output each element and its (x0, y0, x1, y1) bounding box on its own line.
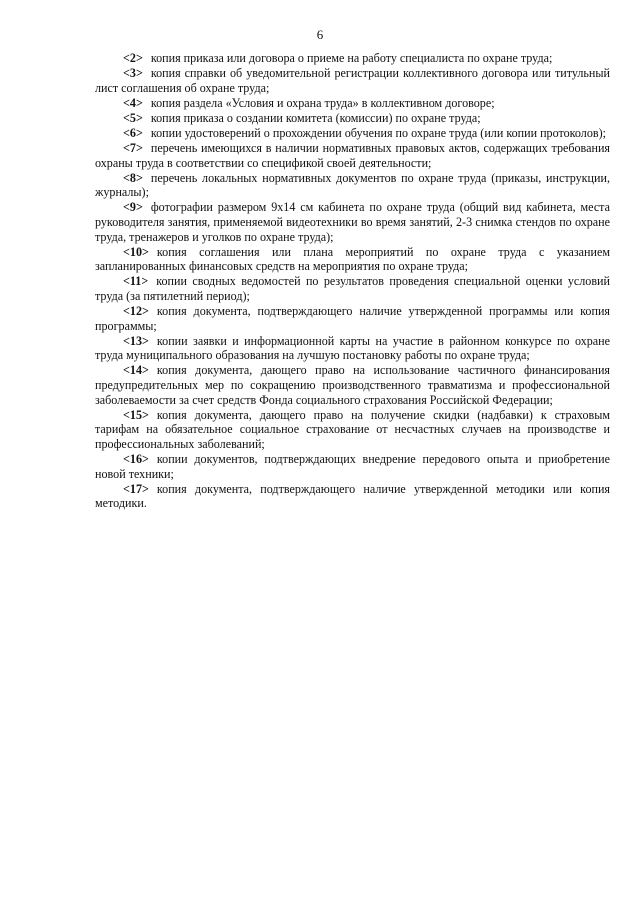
item-marker: <6> (123, 125, 143, 140)
list-item (95, 274, 610, 303)
item-marker: <3> (123, 66, 143, 81)
item-text: копии документов, подтверждающих внедрение передового опыта и приобретение новой техники; (95, 452, 610, 481)
item-text: копия документа, подтверждающего наличие утвержденной программы или копия программы; (95, 304, 610, 333)
item-marker: <10> (123, 244, 149, 259)
list-item (95, 141, 610, 170)
item-marker: <4> (123, 95, 143, 110)
item-marker: <11> (123, 274, 149, 289)
page-number: 6 (316, 27, 324, 42)
list-item (95, 452, 610, 481)
list-item (95, 171, 610, 200)
item-marker: <13> (123, 333, 149, 348)
list-item (95, 408, 610, 452)
item-text: копия приказа о создании комитета (комиссии) по охране труда; (150, 110, 481, 125)
item-text: копия раздела «Условия и охрана труда» в коллективном договоре; (150, 95, 495, 110)
item-text: копия документа, дающего право на получение скидки (надбавки) к страховым тарифам на обязательное социальное страхование от несчастных случаев на производстве и профессиональных заболеваний; (95, 407, 610, 451)
item-text: копии заявки и информационной карты на участие в районном конкурсе по охране труда муниципального образования на лучшую постановку работы по охране труда; (95, 333, 610, 363)
list-item (95, 482, 610, 511)
item-text: копия документа, дающего право на использование частичного финансирования предупредительных мер по сокращению производственного травматизма и профессиональной заболеваемости за счет средств Фонда социального страхования Российской Федерации; (95, 363, 610, 407)
list-item (95, 51, 610, 66)
item-marker: <12> (123, 304, 149, 319)
list-item (95, 304, 610, 333)
list-item (95, 111, 610, 126)
item-text: копии сводных ведомостей по результатов проведения специальной оценки условий труда (за пятилетний период); (95, 274, 610, 303)
list-item (95, 66, 610, 95)
item-marker: <7> (123, 141, 143, 156)
item-marker: <5> (123, 110, 143, 125)
item-text: копия приказа или договора о приеме на работу специалиста по охране труда; (150, 51, 553, 65)
item-text: копии удостоверений о прохождении обучения по охране труда (или копии протоколов); (150, 125, 606, 140)
item-marker: <9> (123, 200, 143, 215)
list-item (95, 245, 610, 274)
item-marker: <2> (123, 51, 143, 65)
list-item (95, 334, 610, 363)
list-item (95, 363, 610, 407)
document-list (95, 51, 610, 511)
item-text: перечень локальных нормативных документов по охране труда (приказы, инструкции, журналы); (95, 170, 610, 200)
list-item (95, 200, 610, 244)
list-item (95, 96, 610, 111)
item-text: копия документа, подтверждающего наличие утвержденной методики или копия методики. (95, 481, 610, 511)
item-text: перечень имеющихся в наличии нормативных правовых актов, содержащих требования охраны труда в соответствии со спецификой своей деятельности; (95, 141, 610, 170)
list-item (95, 126, 610, 141)
item-marker: <14> (123, 363, 149, 378)
item-marker: <8> (123, 170, 143, 185)
item-marker: <16> (123, 452, 149, 467)
item-marker: <17> (123, 481, 149, 496)
item-marker: <15> (123, 407, 149, 422)
item-text: копия справки об уведомительной регистрации коллективного договора или титульный лист соглашения об охране труда; (95, 66, 610, 95)
item-text: копия соглашения или плана мероприятий по охране труда с указанием запланированных финансовых средств на мероприятия по охране труда; (95, 244, 610, 274)
item-text: фотографии размером 9х14 см кабинета по охране труда (общий вид кабинета, места руководителя занятия, применяемой видеотехники во время занятий, 2-3 снимка стендов по охране труда, тренажеров и уголков по охране труда); (95, 200, 610, 244)
